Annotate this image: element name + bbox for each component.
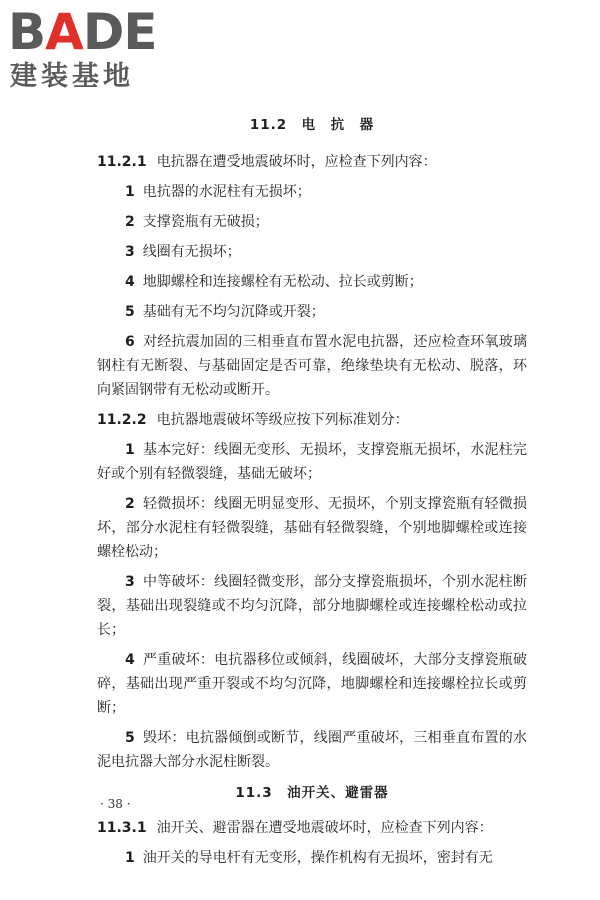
- item-number: 6: [125, 334, 135, 350]
- list-item: [97, 570, 527, 642]
- item-number: 3: [125, 244, 135, 260]
- item-text: 基础有无不均匀沉降或开裂；: [142, 304, 325, 320]
- item-text: 中等破坏：线圈轻微变形，部分支撑瓷瓶损坏，个别水泥柱断裂，基础出现裂缝或不均匀沉降，部分地脚螺栓或连接螺栓松动或拉长；: [97, 574, 527, 638]
- item-number: 1: [125, 184, 135, 200]
- list-item: [97, 270, 527, 294]
- item-number: 2: [125, 496, 135, 512]
- list-item: [97, 648, 527, 720]
- item-text: 轻微损坏：线圈无明显变形、无损坏，个别支撑瓷瓶有轻微损坏，部分水泥柱有轻微裂缝，基础有轻微裂缝，个别地脚螺栓或连接螺栓松动；: [97, 496, 527, 560]
- list-item: [97, 210, 527, 234]
- clause-11-3-1: [97, 816, 527, 840]
- document-page: [97, 112, 527, 870]
- list-item: [97, 492, 527, 564]
- item-text: 毁坏：电抗器倾倒或断节，线圈严重破坏，三相垂直布置的水泥电抗器大部分水泥柱断裂。: [97, 730, 527, 770]
- item-number: 1: [125, 442, 135, 458]
- item-number: 5: [125, 730, 135, 746]
- item-number: 4: [125, 652, 135, 668]
- item-text: 支撑瓷瓶有无破损；: [142, 214, 269, 230]
- clause-text: 电抗器地震破坏等级应按下列标准划分：: [156, 412, 409, 428]
- clause-number: 11.2.1: [97, 154, 147, 170]
- item-text: 基本完好：线圈无变形、无损坏，支撑瓷瓶无损坏，水泥柱完好或个别有轻微裂缝，基础无破坏；: [97, 442, 527, 482]
- list-item: [97, 438, 527, 486]
- section-title-11-3: 11.3 油开关、避雷器: [235, 785, 389, 801]
- item-text: 线圈有无损坏；: [142, 244, 241, 260]
- clause-text: 电抗器在遭受地震破坏时，应检查下列内容：: [156, 154, 437, 170]
- item-number: 2: [125, 214, 135, 230]
- item-text: 油开关的导电杆有无变形，操作机构有无损坏，密封有无: [142, 850, 493, 866]
- item-text: 电抗器的水泥柱有无损坏；: [142, 184, 311, 200]
- page-number: · 38 ·: [100, 797, 131, 811]
- list-item: [97, 846, 527, 870]
- item-text: 严重破坏：电抗器移位或倾斜，线圈破坏，大部分支撑瓷瓶破碎，基础出现严重开裂或不均匀沉降，地脚螺栓和连接螺栓拉长或剪断；: [97, 652, 527, 716]
- item-number: 3: [125, 574, 135, 590]
- logo-letter-b: B: [8, 3, 46, 61]
- clause-11-2-2: [97, 408, 527, 432]
- logo-letters-de: DE: [82, 3, 157, 61]
- clause-number: 11.3.1: [97, 820, 147, 836]
- logo-wordmark: [8, 3, 157, 61]
- item-number: 4: [125, 274, 135, 290]
- section-title-11-2: 11.2 电 抗 器: [249, 117, 375, 133]
- list-item: [97, 300, 527, 324]
- clause-text: 油开关、避雷器在遭受地震破坏时，应检查下列内容：: [156, 820, 493, 836]
- list-item: [97, 240, 527, 264]
- clause-11-2-1: [97, 150, 527, 174]
- bade-logo: [8, 3, 178, 96]
- list-item: [97, 726, 527, 774]
- logo-letter-a-accent: A: [45, 3, 83, 61]
- logo-subtitle: 建装基地: [10, 61, 134, 92]
- clause-number: 11.2.2: [97, 412, 147, 428]
- item-text: 地脚螺栓和连接螺栓有无松动、拉长或剪断；: [142, 274, 423, 290]
- list-item: [97, 330, 527, 402]
- item-number: 1: [125, 850, 135, 866]
- item-number: 5: [125, 304, 135, 320]
- item-text: 对经抗震加固的三相垂直布置水泥电抗器，还应检查环氧玻璃钢柱有无断裂、与基础固定是否可靠，绝缘垫块有无松动、脱落，环向紧固钢带有无松动或断开。: [97, 334, 527, 398]
- list-item: [97, 180, 527, 204]
